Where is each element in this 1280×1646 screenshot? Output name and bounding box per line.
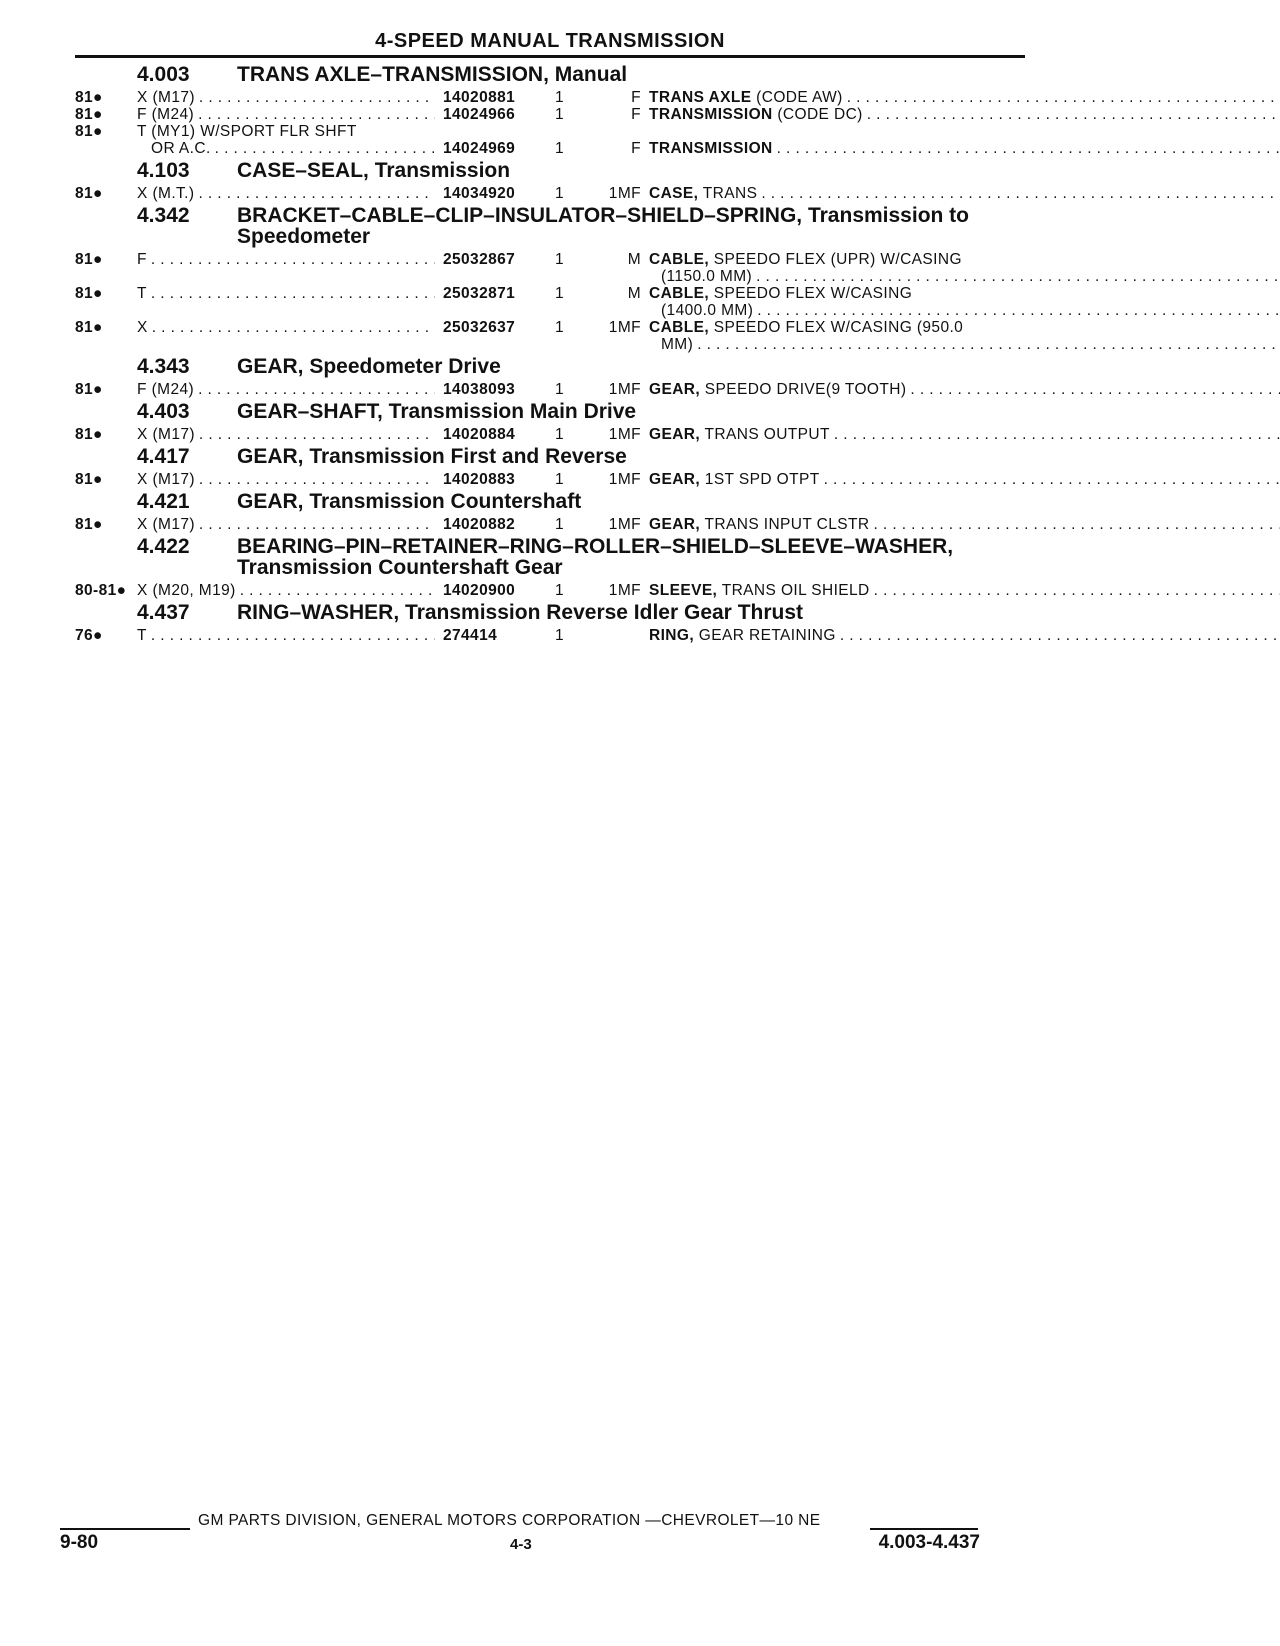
- part-row-body: [137, 185, 1280, 202]
- part-row: [75, 627, 1025, 644]
- leader-dots: [147, 285, 435, 302]
- part-name: [649, 516, 1280, 533]
- model-year: 81●: [75, 285, 103, 302]
- catalog-section: [75, 602, 1025, 644]
- part-line: [137, 285, 1280, 302]
- quantity: 1: [555, 426, 565, 443]
- usage-description: [137, 627, 435, 644]
- catalog-section: [75, 205, 1025, 353]
- usage-description: [137, 582, 435, 599]
- part-noun: CABLE,: [649, 251, 710, 268]
- footer-rule-right: [870, 1528, 978, 1530]
- model-year: 81●: [75, 89, 103, 106]
- section-code: 4.003: [137, 63, 190, 86]
- part-number: 14020882: [443, 516, 516, 533]
- source-code: M: [627, 251, 641, 268]
- footer-date: 9-80: [60, 1532, 99, 1553]
- section-title: RING–WASHER, Transmission Reverse Idler Gear Thrust: [237, 601, 804, 624]
- leader-dots: [757, 185, 1280, 202]
- leader-dots: [195, 89, 435, 106]
- section-title: GEAR, Transmission Countershaft: [237, 490, 582, 513]
- section-title: BRACKET–CABLE–CLIP–INSULATOR–SHIELD–SPRING, Transmission to Speedometer: [237, 204, 970, 248]
- usage-description: [137, 251, 435, 268]
- source-code: F: [631, 106, 641, 123]
- model-year: 81●: [75, 516, 103, 533]
- part-noun: GEAR,: [649, 426, 701, 443]
- model-year: 81●: [75, 319, 103, 336]
- quantity: 1: [555, 516, 565, 533]
- part-continuation: [137, 302, 1280, 319]
- source-code: 1MF: [608, 516, 641, 533]
- section-heading: [75, 536, 1025, 578]
- usage-text: X (M17): [137, 426, 195, 443]
- part-row-body: [137, 471, 1280, 488]
- part-number: 14038093: [443, 381, 516, 398]
- section-heading: [75, 401, 1025, 422]
- leader-dots: [194, 381, 435, 398]
- part-number: 14020900: [443, 582, 516, 599]
- part-qualifier: (CODE DC): [772, 106, 863, 123]
- part-line: [137, 471, 1280, 488]
- quantity: 1: [555, 251, 565, 268]
- part-row-body: [137, 106, 1280, 123]
- part-name: [649, 582, 1280, 599]
- usage-description: [137, 140, 435, 157]
- section-heading: [75, 602, 1025, 623]
- model-year: 81●: [75, 381, 103, 398]
- part-noun: SLEEVE,: [649, 582, 718, 599]
- source-code: F: [631, 140, 641, 157]
- part-continuation: [137, 336, 1280, 353]
- part-number: 14020881: [443, 89, 516, 106]
- part-continuation: [137, 268, 1280, 285]
- part-name: [649, 426, 1280, 443]
- part-qualifier-continued: MM): [661, 336, 694, 353]
- usage-description: [137, 89, 435, 106]
- quantity: 1: [555, 319, 565, 336]
- usage-text: X (M20, M19): [137, 582, 236, 599]
- quantity: 1: [555, 285, 565, 302]
- part-name: [649, 185, 1280, 202]
- quantity: 1: [555, 140, 565, 157]
- footer-organization: GM PARTS DIVISION, GENERAL MOTORS CORPORATION —CHEVROLET—10 NE: [198, 1512, 821, 1529]
- section-heading: [75, 446, 1025, 467]
- part-row-body: [137, 516, 1280, 533]
- usage-description: [137, 471, 435, 488]
- part-noun: GEAR,: [649, 516, 701, 533]
- quantity: 1: [555, 627, 565, 644]
- part-qualifier: 1ST SPD OTPT: [700, 471, 820, 488]
- leader-dots: [195, 471, 435, 488]
- usage-text: X (M17): [137, 516, 195, 533]
- section-heading: [75, 160, 1025, 181]
- leader-dots: [236, 582, 435, 599]
- usage-description: [137, 319, 435, 336]
- part-line: [137, 319, 1280, 336]
- part-line: [137, 516, 1280, 533]
- part-line: [137, 106, 1280, 123]
- part-line: [137, 140, 1280, 157]
- quantity: 1: [555, 471, 565, 488]
- part-row-body: [137, 426, 1280, 443]
- part-qualifier: SPEEDO FLEX W/CASING: [709, 285, 913, 302]
- part-qualifier: GEAR RETAINING: [694, 627, 836, 644]
- leader-dots: [870, 516, 1280, 533]
- leader-dots: [195, 426, 435, 443]
- usage-text: X (M17): [137, 89, 195, 106]
- catalog-section: [75, 491, 1025, 533]
- footer-rule-left: [60, 1528, 190, 1530]
- part-row: [75, 381, 1025, 398]
- part-line: [137, 426, 1280, 443]
- part-noun: CASE,: [649, 185, 699, 202]
- section-code: 4.342: [137, 204, 190, 227]
- part-row-body: [137, 285, 1280, 319]
- usage-text: F (M24): [137, 106, 195, 123]
- section-title: BEARING–PIN–RETAINER–RING–ROLLER–SHIELD–SLEEVE–WASHER, Transmission Countershaft Gear: [237, 535, 954, 579]
- part-row: [75, 123, 1025, 157]
- section-title: CASE–SEAL, Transmission: [237, 159, 511, 182]
- usage-text: T: [137, 285, 147, 302]
- part-number: 25032867: [443, 251, 516, 268]
- footer-section-range: 4.003-4.437: [878, 1532, 980, 1553]
- parts-catalog: [75, 64, 1025, 647]
- model-year: 76●: [75, 627, 103, 644]
- part-qualifier-continued: (1150.0 MM): [661, 268, 753, 285]
- leader-dots: [752, 268, 1280, 285]
- section-heading: [75, 205, 1025, 247]
- part-qualifier: SPEEDO FLEX (UPR) W/CASING: [709, 251, 962, 268]
- part-line: [137, 627, 1280, 644]
- usage-text: OR A.C.: [151, 140, 211, 157]
- leader-dots: [820, 471, 1280, 488]
- part-noun: TRANSMISSION: [649, 140, 773, 157]
- part-row-body: [137, 89, 1280, 106]
- section-heading: [75, 64, 1025, 85]
- page-title: 4-SPEED MANUAL TRANSMISSION: [375, 30, 725, 52]
- part-name: [649, 251, 1280, 268]
- model-year: 81●: [75, 251, 103, 268]
- part-line: [137, 582, 1280, 599]
- part-qualifier: (CODE AW): [751, 89, 843, 106]
- part-name: [649, 89, 1280, 106]
- usage-description: [137, 106, 435, 123]
- part-number: 25032637: [443, 319, 516, 336]
- part-qualifier: TRANS OUTPUT: [700, 426, 830, 443]
- part-name: [649, 381, 1280, 398]
- catalog-section: [75, 446, 1025, 488]
- page-footer: [60, 1512, 980, 1572]
- part-row: [75, 89, 1025, 106]
- part-number: 14020884: [443, 426, 516, 443]
- source-code: 1MF: [608, 582, 641, 599]
- part-row: [75, 426, 1025, 443]
- usage-text: F: [137, 251, 147, 268]
- part-row-body: [137, 627, 1280, 644]
- section-code: 4.343: [137, 355, 190, 378]
- part-line: [137, 251, 1280, 268]
- leader-dots: [863, 106, 1280, 123]
- model-year: 81●: [75, 185, 103, 202]
- part-name: [649, 106, 1280, 123]
- part-row: [75, 251, 1025, 285]
- leader-dots: [753, 302, 1280, 319]
- part-row: [75, 185, 1025, 202]
- source-code: 1MF: [608, 471, 641, 488]
- source-code: 1MF: [608, 426, 641, 443]
- part-row-body: [137, 381, 1280, 398]
- usage-text: T (MY1) W/SPORT FLR SHFT: [137, 123, 357, 140]
- part-qualifier: TRANS INPUT CLSTR: [700, 516, 870, 533]
- section-title: GEAR–SHAFT, Transmission Main Drive: [237, 400, 637, 423]
- part-qualifier: TRANS OIL SHIELD: [717, 582, 870, 599]
- usage-text: X (M.T.): [137, 185, 195, 202]
- source-code: 1MF: [608, 185, 641, 202]
- part-noun: GEAR,: [649, 381, 701, 398]
- part-name: [649, 140, 1280, 157]
- page-header: [75, 30, 1025, 58]
- model-year: 81●: [75, 471, 103, 488]
- model-year: 81●: [75, 123, 103, 140]
- source-code: 1MF: [608, 319, 641, 336]
- part-number: 14034920: [443, 185, 516, 202]
- part-noun: TRANSMISSION: [649, 106, 773, 123]
- footer-page-number: 4-3: [510, 1536, 532, 1553]
- catalog-section: [75, 160, 1025, 202]
- leader-dots: [147, 251, 435, 268]
- quantity: 1: [555, 582, 565, 599]
- catalog-section: [75, 401, 1025, 443]
- part-line: [137, 123, 1280, 140]
- leader-dots: [147, 627, 435, 644]
- catalog-section: [75, 64, 1025, 157]
- part-row-body: [137, 123, 1280, 157]
- usage-text: F (M24): [137, 381, 195, 398]
- part-number: 14024966: [443, 106, 516, 123]
- section-code: 4.421: [137, 490, 190, 513]
- part-number: 274414: [443, 627, 498, 644]
- leader-dots: [211, 140, 435, 157]
- section-code: 4.422: [137, 535, 190, 558]
- part-qualifier: TRANS: [698, 185, 758, 202]
- part-row-body: [137, 582, 1280, 599]
- part-name: [649, 627, 1280, 644]
- part-line: [137, 89, 1280, 106]
- section-heading: [75, 356, 1025, 377]
- section-title: GEAR, Speedometer Drive: [237, 355, 501, 378]
- part-qualifier: SPEEDO FLEX W/CASING (950.0: [709, 319, 964, 336]
- leader-dots: [843, 89, 1280, 106]
- model-year: 81●: [75, 106, 103, 123]
- leader-dots: [906, 381, 1280, 398]
- part-noun: CABLE,: [649, 285, 710, 302]
- part-number: 25032871: [443, 285, 516, 302]
- model-year: 80-81●: [75, 582, 127, 599]
- part-qualifier: SPEEDO DRIVE(9 TOOTH): [700, 381, 907, 398]
- usage-description: [137, 426, 435, 443]
- part-name-continued: [649, 302, 1280, 319]
- catalog-section: [75, 356, 1025, 398]
- usage-description: [137, 185, 435, 202]
- section-code: 4.417: [137, 445, 190, 468]
- section-code: 4.403: [137, 400, 190, 423]
- usage-text: X: [137, 319, 148, 336]
- source-code: 1MF: [608, 381, 641, 398]
- part-line: [137, 381, 1280, 398]
- leader-dots: [870, 582, 1280, 599]
- leader-dots: [830, 426, 1280, 443]
- part-name-continued: [649, 268, 1280, 285]
- part-row: [75, 471, 1025, 488]
- part-row-body: [137, 319, 1280, 353]
- part-name: [649, 319, 1280, 336]
- part-number: 14024969: [443, 140, 516, 157]
- usage-description: [137, 516, 435, 533]
- leader-dots: [773, 140, 1280, 157]
- section-heading: [75, 491, 1025, 512]
- part-name: [649, 285, 1280, 302]
- part-row: [75, 285, 1025, 319]
- part-line: [137, 185, 1280, 202]
- part-name-continued: [649, 336, 1280, 353]
- part-qualifier-continued: (1400.0 MM): [661, 302, 754, 319]
- quantity: 1: [555, 185, 565, 202]
- part-noun: GEAR,: [649, 471, 701, 488]
- leader-dots: [836, 627, 1280, 644]
- part-row: [75, 582, 1025, 599]
- usage-description: [137, 381, 435, 398]
- part-row-body: [137, 251, 1280, 285]
- part-noun: TRANS AXLE: [649, 89, 752, 106]
- usage-text: X (M17): [137, 471, 195, 488]
- source-code: M: [627, 285, 641, 302]
- usage-description: [137, 285, 435, 302]
- model-year: 81●: [75, 426, 103, 443]
- leader-dots: [194, 106, 435, 123]
- section-title: GEAR, Transmission First and Reverse: [237, 445, 627, 468]
- usage-text: T: [137, 627, 147, 644]
- part-noun: RING,: [649, 627, 695, 644]
- part-number: 14020883: [443, 471, 516, 488]
- quantity: 1: [555, 381, 565, 398]
- part-noun: CABLE,: [649, 319, 710, 336]
- leader-dots: [194, 185, 435, 202]
- part-name: [649, 471, 1280, 488]
- part-row: [75, 319, 1025, 353]
- section-title: TRANS AXLE–TRANSMISSION, Manual: [237, 63, 628, 86]
- part-row: [75, 516, 1025, 533]
- source-code: F: [631, 89, 641, 106]
- quantity: 1: [555, 89, 565, 106]
- catalog-section: [75, 536, 1025, 599]
- usage-description: [137, 123, 435, 140]
- leader-dots: [693, 336, 1280, 353]
- leader-dots: [148, 319, 435, 336]
- part-row: [75, 106, 1025, 123]
- section-code: 4.437: [137, 601, 190, 624]
- quantity: 1: [555, 106, 565, 123]
- leader-dots: [195, 516, 435, 533]
- section-code: 4.103: [137, 159, 190, 182]
